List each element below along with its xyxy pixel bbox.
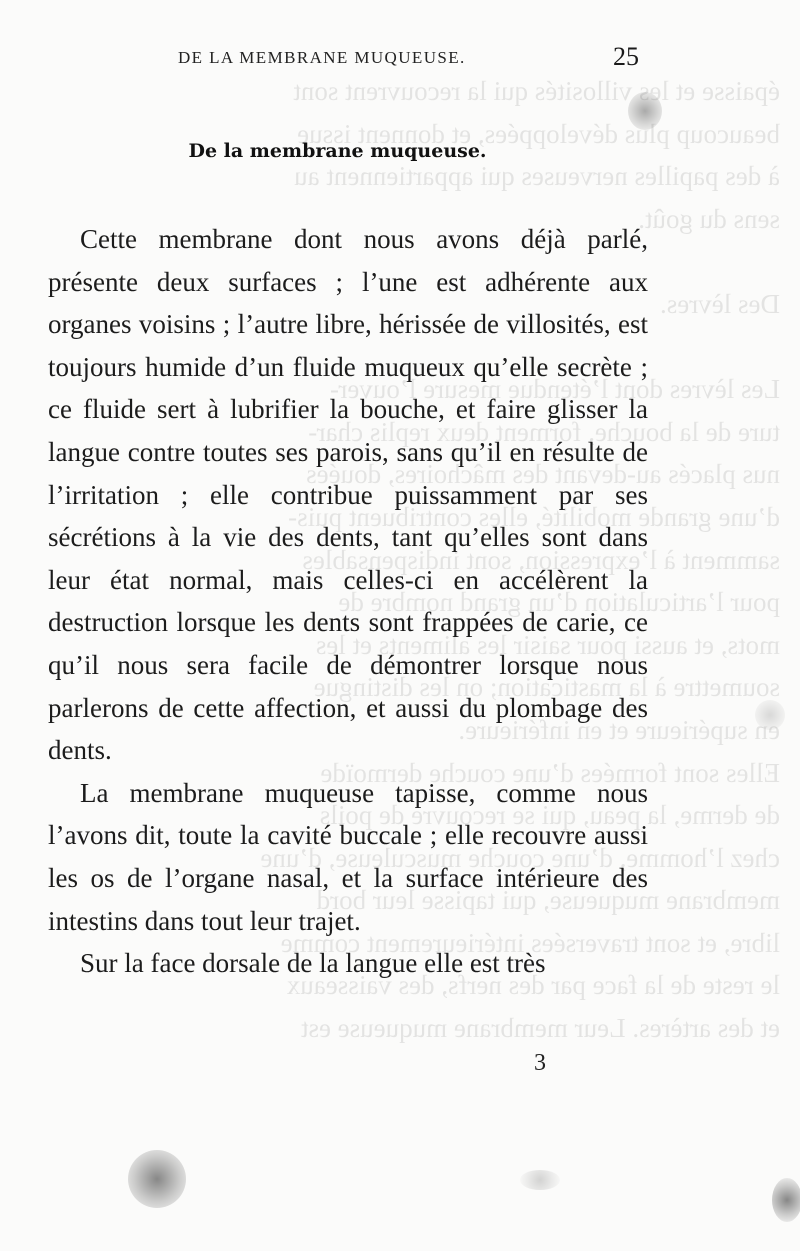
paragraph: Cette membrane dont nous avons déjà parlé, présente deux surfaces ; l’une est adhérente aux organes voisins ; l’autre libre, hérissée de villosités, est toujours humide d’un fluide muqueux qu’elle secrète ; ce fluide sert à lubrifier la bouche, et faire glisser la langue contre toutes ses parois, sans qu’il en résulte de l’irritation ; elle contribue puissamment par ses sécrétions à la vie des dents, tant qu’elles sont dans leur état normal, mais celles-ci en accélèrent la destruction lorsque les dents sont frappées de carie, ce qu’il nous sera facile de démontrer lorsque nous parlerons de cette affection, et aussi du plombage des dents. (48, 224, 648, 766)
paragraph: Sur la face dorsale de la langue elle est très (80, 948, 546, 979)
bleed-through-texture: épaisse et les villosités qui la recouvrent sont beaucoup plus développées, et donnent issue à des papilles nerveuses qui appartiennent au sens du goût. Des lèvres. Les lèvres dont l’étendue mesure l’ouver- ture de la bouche, forment deux replis char- nus placés au-devant des mâchoires, douées d’une grande mobilité, elles contribuent puis- samment à l’expression, sont indispensables pour l’articulation d’un grand nombre de mots, et aussi pour saisir les aliments et les soumettre à la mastication; on les distingue en supérieure et en inférieure. Elles sont formées d’une couche dermoïde de derme, la peau, qui se recouvre de poils chez l’homme, d’une couche musculeuse, d’une membrane muqueuse, qui tapisse leur bord libre, et sont traversées intérieurement comme le reste de la face par des nerfs, des vaisseaux et des artères. Leur membrane muqueuse est (260, 76, 780, 1044)
page-number: 25 (613, 42, 639, 71)
paragraph: La membrane muqueuse tapisse, comme nous l’avons dit, toute la cavité buccale ; elle recouvre aussi les os de l’organe nasal, et la surface intérieure des intestins dans tout leur trajet. (48, 777, 648, 936)
section-title: De la membrane muqueuse. (188, 140, 487, 162)
signature-mark: 3 (534, 1050, 546, 1076)
running-head: DE LA MEMBRANE MUQUEUSE. (178, 48, 466, 67)
page-header (0, 44, 800, 76)
foxing-spot (520, 1170, 560, 1190)
foxing-spot (755, 700, 785, 730)
foxing-spot (628, 92, 662, 130)
body-text (48, 218, 648, 985)
foxing-spot (772, 1178, 800, 1222)
foxing-spot (128, 1150, 186, 1208)
